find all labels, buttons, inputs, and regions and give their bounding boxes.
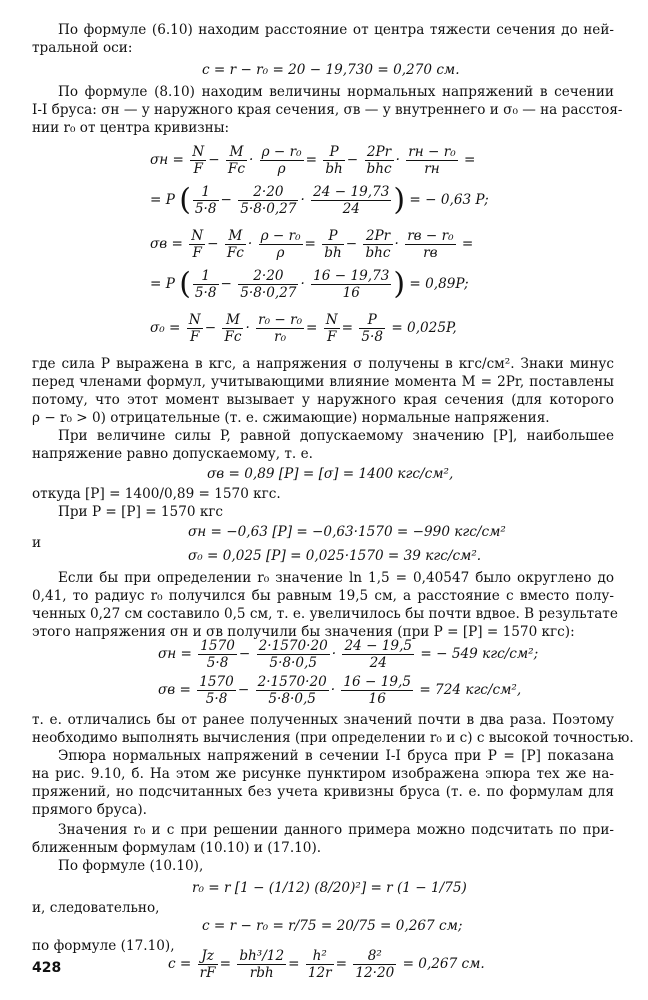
equation-c-approx: c = r − r₀ = r/75 = 20/75 = 0,267 см; — [202, 918, 463, 934]
text-line: пряжений, но подсчитанных без учета кривизны бруса (т. е. по формулам для — [32, 784, 614, 800]
text-line: Значения r₀ и c при решении данного примера можно подсчитать по при- — [58, 822, 614, 838]
text-line: ближенным формулам (10.10) и (17.10). — [32, 840, 322, 856]
equation-sigma-0-val: σ₀ = 0,025 [P] = 0,025·1570 = 39 кгс/см². — [188, 548, 482, 564]
text-line: по формуле (17.10), — [32, 938, 175, 954]
equation-c: c = r − r₀ = 20 − 19,730 = 0,270 см. — [202, 62, 460, 78]
text-line: При величине силы P, равной допускаемому значению [P], наибольшее — [58, 428, 614, 444]
text-line: прямого бруса). — [32, 802, 147, 818]
text-line: откуда [P] = 1400/0,89 = 1570 кгс. — [32, 486, 281, 502]
text-line: необходимо выполнять вычисления (при определении r₀ и c) с высокой точностью. — [32, 730, 634, 746]
equation-sigma-n-2: = P ( $\frac{1}{5\cdot 8}$ − $\frac{2\cdot 20}{5\cdot 8\cdot 0,27}$ · $\frac{24 - 19,73}{24}$ ) = − 0,63 P; — [150, 182, 489, 218]
equation-sigma-n-1: σн = $\frac{N}{F}$ − $\frac{M}{Fc}$ · $\frac{\text{ρ − r₀}}{\rho}$ = $\frac{P}{bh}$ − $\frac{2Pr}{\text{bhc}}$ · $\frac{\text{rн − r₀}}{rн}$ = — [150, 144, 476, 177]
text-line: тральной оси: — [32, 40, 133, 56]
text-line: и — [32, 535, 42, 551]
text-line: Если бы при определении r₀ значение ln 1,5 = 0,40547 было округлено до — [58, 570, 614, 586]
text-line: ρ − r₀ > 0) отрицательные (т. е. сжимающие) нормальные напряжения. — [32, 410, 550, 426]
text-line: 0,41, то радиус r₀ получился бы равным 19,5 см, а расстояние c вместо полу- — [32, 588, 614, 604]
page-number: 428 — [32, 960, 62, 976]
text-line: где сила P выражена в кгс, а напряжения σ получены в кгс/см². Знаки минус — [32, 356, 614, 372]
text-line: нии r₀ от центра кривизны: — [32, 120, 230, 136]
equation-sigma-v-alt: σв = $\frac{1570}{5\cdot 8}$ − $\frac{2\cdot 1570\cdot 20}{5\cdot 8\cdot 0,5}$ · $\frac{16 - 19,5}{16}$ = 724 кгс/см², — [158, 674, 522, 707]
equation-sigma-v-2: = P ( $\frac{1}{5\cdot 8}$ − $\frac{2\cdot 20}{5\cdot 8\cdot 0,27}$ · $\frac{16 - 19,73}{16}$ ) = 0,89P; — [150, 266, 469, 302]
text-line: т. е. отличались бы от ранее полученных значений почти в два раза. Поэтому — [32, 712, 614, 728]
equation-r0-approx: r₀ = r [1 − (1/12) (8/20)²] = r (1 − 1/75) — [192, 880, 467, 896]
text-line: перед членами формул, учитывающими влияние момента M = 2Pr, поставлены — [32, 374, 614, 390]
equation-sigma-v-1: σв = $\frac{N}{F}$ − $\frac{M}{Fc}$ · $\frac{\text{ρ − r₀}}{\rho}$ = $\frac{P}{bh}$ − $\frac{2Pr}{\text{bhc}}$ · $\frac{\text{rв − r₀}}{rв}$ = — [150, 228, 474, 261]
equation-sigma-n-val: σн = −0,63 [P] = −0,63·1570 = −990 кгс/см² — [188, 524, 506, 540]
text-line: По формуле (6.10) находим расстояние от центра тяжести сечения до ней- — [58, 22, 614, 38]
text-line: этого напряжения σн и σв получили бы значения (при P = [P] = 1570 кгс): — [32, 624, 575, 640]
equation-sigma-0: σ₀ = $\frac{N}{F}$ − $\frac{M}{Fc}$ · $\frac{\text{r₀ − r₀}}{\text{r₀}}$ = $\frac{N}{F}$ = $\frac{P}{5\cdot 8}$ = 0,025P, — [150, 312, 457, 345]
text-line: По формуле (10.10), — [58, 858, 204, 874]
text-line: на рис. 9.10, б. На этом же рисунке пунктиром изображена эпюра тех же на- — [32, 766, 614, 782]
text-line: I-I бруса: σн — у наружного края сечения, σв — у внутреннего и σ₀ — на расстоя- — [32, 102, 623, 118]
text-line: потому, что этот момент вызывает у наружного края сечения (для которого — [32, 392, 614, 408]
text-line: По формуле (8.10) находим величины нормальных напряжений в сечении — [58, 84, 614, 100]
equation-c-formula: c = $\frac{Jz}{rF}$ = $\frac{\text{bh³/12}}{\text{rbh}}$ = $\frac{\text{h²}}{12r}$ = $\frac{\text{8²}}{12\cdot 20}$ = 0,267 см. — [168, 948, 485, 981]
equation-sigma-v-allow: σв = 0,89 [P] = [σ] = 1400 кгс/см², — [207, 466, 454, 482]
equation-sigma-n-alt: σн = $\frac{1570}{5\cdot 8}$ − $\frac{2\cdot 1570\cdot 20}{5\cdot 8\cdot 0,5}$ · $\frac{24 - 19,5}{24}$ = − 549 кгс/см²; — [158, 638, 539, 671]
text-line: При P = [P] = 1570 кгс — [58, 504, 224, 520]
text-line: Эпюра нормальных напряжений в сечении I-I бруса при P = [P] показана — [58, 748, 614, 764]
text-line: ченных 0,27 см составило 0,5 см, т. е. увеличилось бы почти вдвое. В результате — [32, 606, 618, 622]
text-line: напряжение равно допускаемому, т. е. — [32, 446, 313, 462]
text-line: и, следовательно, — [32, 900, 160, 916]
